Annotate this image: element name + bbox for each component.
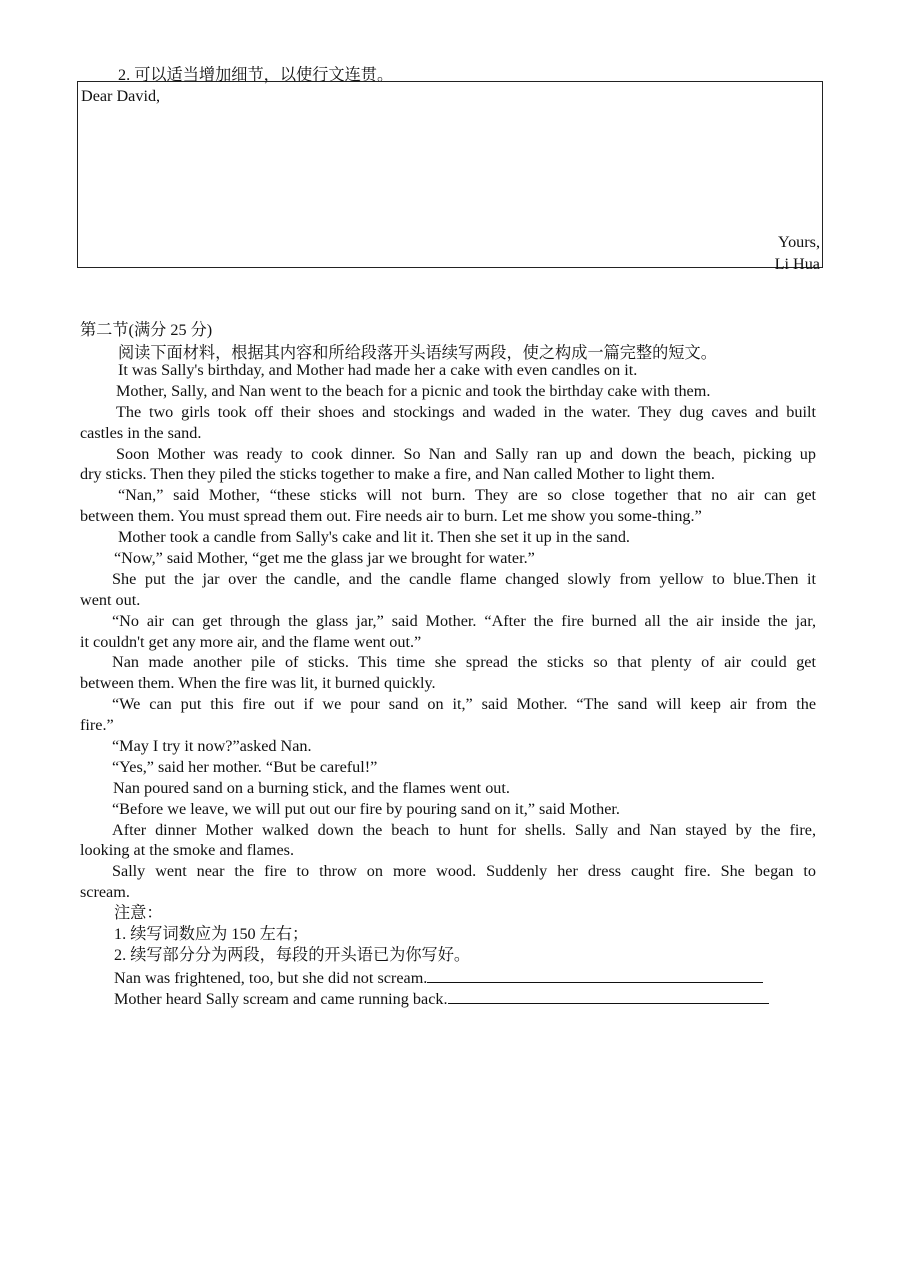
previous-task-note: 2. 可以适当增加细节，以使行文连贯。	[118, 66, 394, 84]
note-item: 2. 续写部分分为两段，每段的开头语已为你写好。	[114, 945, 471, 964]
story-line: Soon Mother was ready to cook dinner. So Nan and Sally ran up and down the beach, picking up	[116, 444, 816, 463]
story-line: Mother, Sally, and Nan went to the beach for a picnic and took the birthday cake with them.	[116, 381, 711, 400]
story-line: “No air can get through the glass jar,” said Mother. “After the fire burned all the air inside the jar,	[112, 611, 816, 630]
story-line: After dinner Mother walked down the beach to hunt for shells. Sally and Nan stayed by the fire,	[112, 820, 816, 839]
story-line: scream.	[80, 883, 130, 902]
story-line: Sally went near the fire to throw on more wood. Suddenly her dress caught fire. She began to	[112, 862, 816, 881]
story-line: “Yes,” said her mother. “But be careful!”	[112, 757, 378, 776]
story-line: dry sticks. Then they piled the sticks together to make a fire, and Nan called Mother to light them.	[80, 465, 715, 484]
opener-text: Mother heard Sally scream and came running back.	[114, 989, 448, 1008]
story-line: Nan made another pile of sticks. This time she spread the sticks so that plenty of air could get	[112, 653, 816, 672]
story-line: went out.	[80, 590, 141, 609]
story-line: “Now,” said Mother, “get me the glass jar we brought for water.”	[114, 549, 535, 568]
story-line: Mother took a candle from Sally's cake and lit it. Then she set it up in the sand.	[118, 528, 630, 547]
letter-signature: Li Hua	[774, 255, 820, 273]
section-instruction: 阅读下面材料，根据其内容和所给段落开头语续写两段，使之构成一篇完整的短文。	[118, 344, 717, 362]
story-line: it couldn't get any more air, and the flame went out.”	[80, 632, 422, 651]
story-line: It was Sally's birthday, and Mother had made her a cake with even candles on it.	[118, 361, 638, 379]
story-line: The two girls took off their shoes and stockings and waded in the water. They dug caves and built	[116, 402, 816, 421]
letter-signoff	[775, 231, 820, 275]
story-line: “We can put this fire out if we pour sand on it,” said Mother. “The sand will keep air from the	[112, 695, 816, 714]
story-line: looking at the smoke and flames.	[80, 841, 294, 860]
story-line: “Before we leave, we will put out our fire by pouring sand on it,” said Mother.	[112, 799, 620, 818]
story-line: “Nan,” said Mother, “these sticks will not burn. They are so close together that no air can get	[118, 486, 816, 505]
letter-closing: Yours,	[778, 233, 820, 251]
story-text	[80, 360, 816, 1008]
paragraph-opener-2	[80, 987, 816, 1008]
section-title: 第二节(满分 25 分)	[80, 321, 213, 339]
paragraph-opener-1	[80, 966, 816, 987]
answer-blank[interactable]	[448, 987, 769, 1004]
note-item: 1. 续写词数应为 150 左右；	[114, 925, 309, 944]
story-line: fire.”	[80, 716, 114, 735]
story-line: She put the jar over the candle, and the candle flame changed slowly from yellow to blue.Then it	[112, 569, 816, 588]
story-line: between them. You must spread them out. Fire needs air to burn. Let me show you some-thing.”	[80, 507, 702, 526]
answer-blank[interactable]	[427, 966, 763, 983]
story-line: “May I try it now?”asked Nan.	[112, 737, 312, 756]
story-line: between them. When the fire was lit, it burned quickly.	[80, 674, 436, 693]
letter-greeting: Dear David,	[81, 87, 161, 105]
story-line: castles in the sand.	[80, 423, 202, 442]
opener-text: Nan was frightened, too, but she did not scream.	[114, 968, 428, 987]
story-line: Nan poured sand on a burning stick, and the flames went out.	[113, 778, 510, 797]
notes-heading: 注意：	[114, 904, 163, 923]
letter-writing-box[interactable]	[77, 81, 823, 273]
